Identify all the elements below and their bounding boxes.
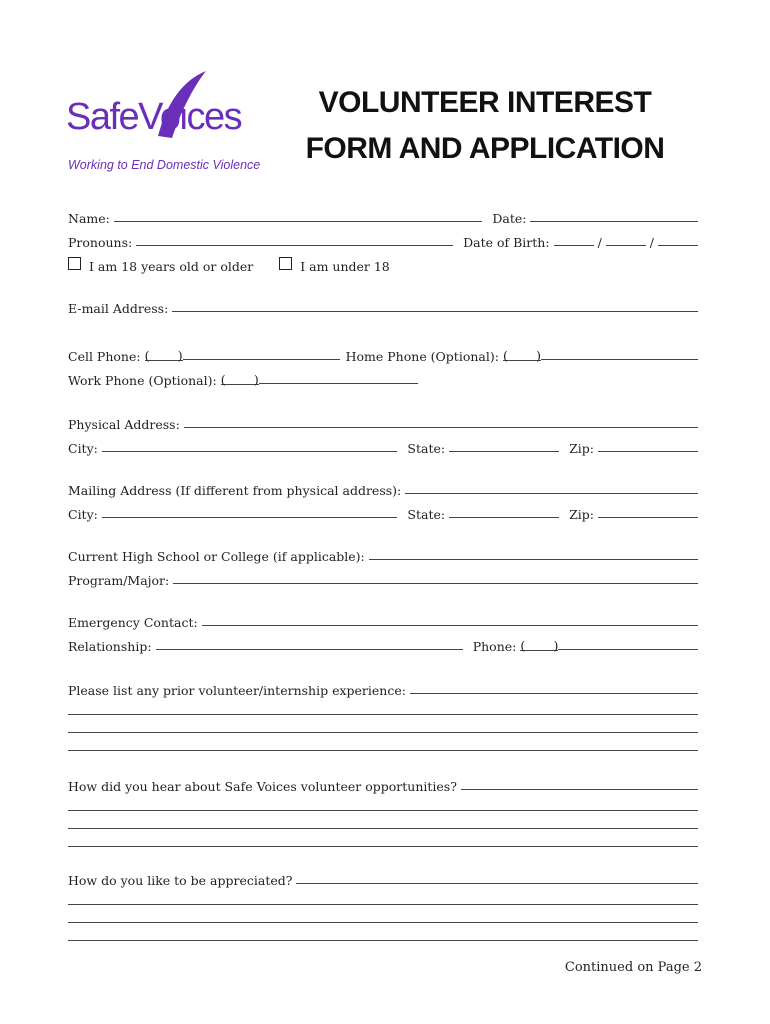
home-number-field[interactable] <box>541 359 698 360</box>
program-label: Program/Major: <box>68 573 170 588</box>
age-under-label: I am under 18 <box>300 259 390 274</box>
name-label: Name: <box>68 211 110 226</box>
appreciated-field[interactable] <box>296 883 698 884</box>
experience-line-4[interactable] <box>68 750 698 751</box>
experience-label: Please list any prior volunteer/internship experience: <box>68 683 406 698</box>
emergency-field[interactable] <box>202 625 698 626</box>
appreciated-line-2[interactable] <box>68 904 698 905</box>
logo-wordmark: SafeVoices <box>66 96 242 138</box>
relationship-field[interactable] <box>156 649 463 650</box>
name-row <box>68 206 698 226</box>
work-number-field[interactable] <box>259 383 418 384</box>
age-under-checkbox[interactable] <box>279 257 292 270</box>
mailing-zip-field[interactable] <box>598 517 698 518</box>
school-row <box>68 544 698 564</box>
emergency-row <box>68 610 698 630</box>
pronouns-row <box>68 230 698 250</box>
pronouns-label: Pronouns: <box>68 235 133 250</box>
physical-city-row <box>68 436 698 456</box>
hear-row <box>68 774 698 794</box>
experience-line-2[interactable] <box>68 714 698 715</box>
emergency-area-code-field[interactable]: ( ) <box>520 634 558 651</box>
state-label: State: <box>407 507 446 522</box>
state-label: State: <box>407 441 446 456</box>
cell-area-code-field[interactable]: ( ) <box>145 344 183 361</box>
date-label: Date: <box>492 211 527 226</box>
cell-number-field[interactable] <box>183 359 340 360</box>
hear-field[interactable] <box>461 789 698 790</box>
city-label: City: <box>68 507 98 522</box>
home-label: Home Phone (Optional): <box>345 349 499 364</box>
dob-day-field[interactable] <box>606 245 646 246</box>
name-field[interactable] <box>114 221 483 222</box>
physical-state-field[interactable] <box>449 451 559 452</box>
phone-row <box>68 344 698 364</box>
dob-separator: / <box>597 235 602 250</box>
age-over-checkbox[interactable] <box>68 257 81 270</box>
mailing-address-label: Mailing Address (If different from physical address): <box>68 483 402 498</box>
pronouns-field[interactable] <box>136 245 453 246</box>
mailing-address-row <box>68 478 698 498</box>
zip-label: Zip: <box>569 441 594 456</box>
zip-label: Zip: <box>569 507 594 522</box>
logo-tagline: Working to End Domestic Violence <box>68 158 261 172</box>
hear-line-4[interactable] <box>68 846 698 847</box>
age-row <box>68 254 698 274</box>
experience-line-3[interactable] <box>68 732 698 733</box>
school-label: Current High School or College (if applicable): <box>68 549 365 564</box>
home-area-code-field[interactable]: ( ) <box>503 344 541 361</box>
program-field[interactable] <box>173 583 698 584</box>
program-row <box>68 568 698 588</box>
experience-field[interactable] <box>410 693 698 694</box>
emergency-label: Emergency Contact: <box>68 615 198 630</box>
mailing-state-field[interactable] <box>449 517 559 518</box>
physical-address-field[interactable] <box>184 427 698 428</box>
city-label: City: <box>68 441 98 456</box>
school-field[interactable] <box>369 559 698 560</box>
work-phone-row <box>68 368 418 388</box>
work-area-code-field[interactable]: ( ) <box>221 368 259 385</box>
hear-label: How did you hear about Safe Voices volunteer opportunities? <box>68 779 457 794</box>
dob-separator: / <box>649 235 654 250</box>
dob-label: Date of Birth: <box>463 235 550 250</box>
phone-label: Phone: <box>472 639 517 654</box>
hear-line-3[interactable] <box>68 828 698 829</box>
relationship-label: Relationship: <box>68 639 152 654</box>
mailing-city-field[interactable] <box>102 517 398 518</box>
page-title <box>290 80 680 172</box>
mailing-address-field[interactable] <box>405 493 698 494</box>
appreciated-line-4[interactable] <box>68 940 698 941</box>
safe-voices-logo <box>66 66 276 178</box>
title-line-1: VOLUNTEER INTEREST <box>318 86 652 119</box>
experience-row <box>68 678 698 698</box>
hear-line-2[interactable] <box>68 810 698 811</box>
age-over-label: I am 18 years old or older <box>89 259 254 274</box>
appreciated-line-3[interactable] <box>68 922 698 923</box>
email-label: E-mail Address: <box>68 301 169 316</box>
physical-address-label: Physical Address: <box>68 417 180 432</box>
physical-zip-field[interactable] <box>598 451 698 452</box>
title-line-2: FORM AND APPLICATION <box>305 132 665 165</box>
emergency-phone-field[interactable] <box>558 649 698 650</box>
date-field[interactable] <box>530 221 698 222</box>
dob-month-field[interactable] <box>554 245 594 246</box>
appreciated-label: How do you like to be appreciated? <box>68 873 293 888</box>
mailing-city-row <box>68 502 698 522</box>
continued-note: Continued on Page 2 <box>564 960 702 975</box>
relationship-row <box>68 634 698 654</box>
work-label: Work Phone (Optional): <box>68 373 217 388</box>
email-row <box>68 296 698 316</box>
dob-year-field[interactable] <box>658 245 698 246</box>
appreciated-row <box>68 868 698 888</box>
email-field[interactable] <box>172 311 698 312</box>
physical-city-field[interactable] <box>102 451 398 452</box>
cell-label: Cell Phone: <box>68 349 141 364</box>
physical-address-row <box>68 412 698 432</box>
